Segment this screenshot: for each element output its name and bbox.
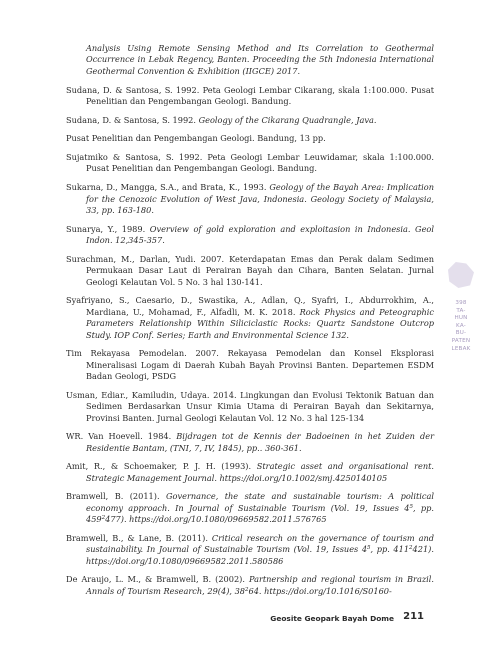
reference-entry (66, 461, 434, 484)
reference-entry (66, 152, 434, 175)
reference-superscript: 2 (245, 586, 249, 593)
reference-text: Surachman, M., Darlan, Yudi. 2007. Keterdapatan Emas dan Perak dalam Sedimen Permukaan Dasar Laut di Perairan Bayah dan Cihara, Banten Selatan. Jurnal Geologi Kelautan Vol. 5 No. 3 hal 130-141. (66, 253, 434, 287)
reference-title-italic: Strategic asset and organisational rent. Strategic Management Journal. https://doi.org/10.1002/smj.4250140105 (86, 461, 434, 483)
reference-text: Bramwell, B., & Lane, B. (2011). (66, 532, 212, 543)
reference-entry (66, 224, 434, 247)
reference-title-italic: Overview of gold exploration and exploitasion in Indonesia. Geol Indon. 12,345-357. (86, 223, 434, 246)
reference-title-italic: Bijdragen tot de Kennis der Badoeinen in het Zuiden der Residentie Bantam, (TNI, 7, IV, 1845), pp.. 360-361. (86, 431, 434, 453)
side-watermark-line: LEBAK (451, 345, 471, 352)
side-watermark-line: TA- (456, 307, 466, 314)
reference-title-italic: Critical research on the governance of tourism and sustainability. In Journal of Sustainable Tourism (Vol. 19, Issues 4 (86, 532, 434, 555)
reference-text: Bramwell, B. (2011). (66, 491, 166, 502)
side-watermark-line: KA- (456, 322, 466, 329)
reference-entry (66, 115, 434, 126)
reference-title-italic: Analysis Using Remote Sensing Method and Its Correlation to Geothermal Occurrence in Lebak Regency, Banten. Proceeding the 5th Indonesia International Geothermal Convention & Exhibition (IIGCE) 2017. (86, 43, 434, 76)
reference-text: Pusat Penelitian dan Pengembangan Geologi. Bandung, 13 pp. (66, 133, 326, 144)
reference-entry (66, 43, 434, 77)
district-logo-icon (448, 262, 474, 288)
reference-title-italic: Geology of the Bayah Area: Implication for the Cenozoic Evolution of West Java, Indonesia. Geology Society of Malaysia, 33, pp. 163-180. (86, 182, 434, 215)
reference-title-italic: , pp. 459 (86, 502, 434, 525)
reference-text: Sudana, D. & Santosa, S. 1992. (66, 114, 199, 125)
reference-entry (66, 390, 434, 424)
reference-text: Sukarna, D., Mangga, S.A., and Brata, K., 1993. (66, 182, 270, 193)
page-number: 211 (403, 611, 424, 622)
side-watermark-line: PATEN (451, 337, 471, 344)
reference-superscript: 2 (101, 515, 106, 522)
reference-text: Sunarya, Y., 1989. (66, 223, 150, 234)
reference-text: Syafriyano, S., Caesario, D., Swastika, A., Adlan, Q., Syafri, I., Abdurrokhim, A., Mardiana, U., Mohamad, F., Alfadli, M. K. 2018. (66, 295, 434, 317)
reference-superscript: 2 (409, 545, 413, 552)
reference-entry (66, 182, 434, 216)
reference-title-italic: 477). https://doi.org/10.1080/09669582.2011.576765 (105, 514, 327, 525)
reference-text: Tim Rekayasa Pemodelan. 2007. Rekayasa Pemodelan dan Konsel Eksplorasi Mineralisasi Logam di Daerah Kubah Bayah Provinsi Banten. Departemen ESDM Badan Geologi, PSDG (66, 348, 434, 382)
reference-entry (66, 295, 434, 341)
side-watermark (446, 300, 476, 353)
side-watermark-line: HUN (454, 315, 468, 322)
reference-list (66, 43, 434, 605)
reference-text: WR. Van Hoevell. 1984. (66, 431, 177, 442)
reference-entry (66, 431, 434, 454)
reference-title-italic: , pp. 411 (370, 544, 410, 555)
reference-superscript: 5 (367, 545, 371, 552)
reference-title-italic: Partnership and regional tourism in Brazil. Annals of Tourism Research, 29(4), 38 (86, 574, 434, 596)
reference-title-italic: Geology of the Cikarang Quadrangle, Java. (198, 114, 377, 125)
footer-book-title: Geosite Geopark Bayah Dome (270, 614, 394, 623)
reference-title-italic: Governance, the state and sustainable tourism: A political economy approach. In Journal of Sustainable Tourism (Vol. 19, Issues 4 (86, 491, 434, 513)
reference-entry (66, 85, 434, 108)
reference-entry (66, 491, 434, 525)
reference-title-italic: 64. https://doi.org/10.1016/S0160- (248, 585, 392, 596)
reference-text: Usman, Ediar., Kamiludin, Udaya. 2014. Lingkungan dan Evolusi Tektonik Batuan dan Sedimen Berdasarkan Unsur Kimia Utama di Perairan Bayah dan Sekitarnya, Provinsi Banten. Jurnal Geologi Kelautan Vol. 12 No. 3 hal 125-134 (66, 389, 434, 423)
reference-text: De Araujo, L. M., & Bramwell, B. (2002). (66, 574, 249, 585)
reference-entry (66, 348, 434, 382)
reference-title-italic: Rock Physics and Peteographic Parameters Relationship Within Siliciclastic Rocks: Quartz Sandstone Outcrop Study. IOP Conf. Series; Earth and Environmental Science 132. (86, 306, 434, 340)
reference-superscript: 5 (409, 503, 413, 510)
reference-text: Amit, R., & Schoemaker, P. J. H. (1993). (66, 461, 257, 472)
reference-title-italic: 421). https://doi.org/10.1080/09669582.2011.580586 (86, 544, 434, 566)
side-watermark-line: BU- (455, 330, 467, 337)
reference-entry (66, 254, 434, 288)
reference-entry (66, 533, 434, 567)
reference-entry (66, 133, 434, 144)
reference-text: Sudana, D. & Santosa, S. 1992. Peta Geologi Lembar Cikarang, skala 1:100.000. Pusat Penelitian dan Pengembangan Geologi. Bandung. (66, 84, 434, 106)
reference-entry (66, 574, 434, 597)
side-watermark-line: 398 (455, 300, 467, 306)
reference-text: Sujatmiko & Santosa, S. 1992. Peta Geologi Lembar Leuwidamar, skala 1:100.000. Pusat Penelitian dan Pengembangan Geologi. Bandung. (66, 152, 434, 174)
